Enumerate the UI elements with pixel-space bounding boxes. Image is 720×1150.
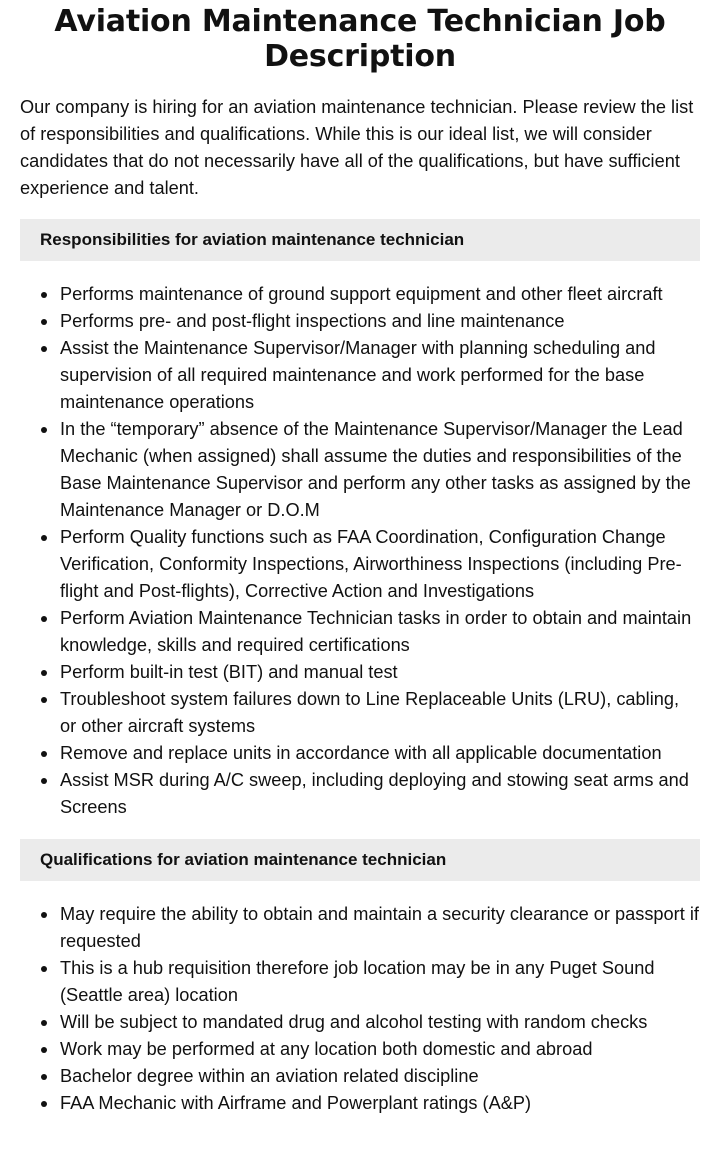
bullet-icon	[41, 292, 47, 298]
list-item	[60, 901, 700, 955]
list-item-text: Remove and replace units in accordance with all applicable documentation	[60, 743, 662, 763]
bullet-icon	[41, 346, 47, 352]
bullet-icon	[41, 1047, 47, 1053]
list-item	[60, 1063, 700, 1090]
bullet-icon	[41, 616, 47, 622]
intro-paragraph: Our company is hiring for an aviation maintenance technician. Please review the list of responsibilities and qualifications. While this is our ideal list, we will consider candidates that do not necessarily have all of the qualifications, but have sufficient experience and talent.	[20, 97, 694, 198]
list-item-text: Work may be performed at any location both domestic and abroad	[60, 1039, 593, 1059]
list-item	[60, 740, 700, 767]
responsibilities-list	[20, 281, 700, 821]
list-item	[60, 335, 700, 416]
list-item	[60, 659, 700, 686]
list-item-text: Assist MSR during A/C sweep, including deploying and stowing seat arms and Screens	[60, 770, 689, 817]
list-item-text: Bachelor degree within an aviation related discipline	[60, 1066, 479, 1086]
bullet-icon	[41, 319, 47, 325]
bullet-icon	[41, 966, 47, 972]
list-item	[60, 605, 700, 659]
list-item	[60, 416, 700, 524]
bullet-icon	[41, 912, 47, 918]
list-item	[60, 955, 700, 1009]
list-item-text: Performs maintenance of ground support equipment and other fleet aircraft	[60, 284, 663, 304]
list-item-text: Performs pre- and post-flight inspections and line maintenance	[60, 311, 565, 331]
bullet-icon	[41, 697, 47, 703]
list-item	[60, 281, 700, 308]
list-item	[60, 308, 700, 335]
list-item	[60, 1090, 700, 1117]
list-item	[60, 1009, 700, 1036]
list-item-text: May require the ability to obtain and maintain a security clearance or passport if requested	[60, 904, 699, 951]
list-item	[60, 767, 700, 821]
bullet-icon	[41, 1074, 47, 1080]
list-item	[60, 1036, 700, 1063]
qualifications-heading: Qualifications for aviation maintenance technician	[20, 839, 700, 881]
bullet-icon	[41, 778, 47, 784]
bullet-icon	[41, 427, 47, 433]
list-item-text: Will be subject to mandated drug and alcohol testing with random checks	[60, 1012, 648, 1032]
list-item-text: This is a hub requisition therefore job location may be in any Puget Sound (Seattle area) location	[60, 958, 655, 1005]
list-item-text: FAA Mechanic with Airframe and Powerplant ratings (A&P)	[60, 1093, 532, 1113]
bullet-icon	[41, 670, 47, 676]
job-description-page	[0, 4, 720, 1117]
list-item-text: Troubleshoot system failures down to Line Replaceable Units (LRU), cabling, or other aircraft systems	[60, 689, 680, 736]
list-item-text: Perform built-in test (BIT) and manual test	[60, 662, 398, 682]
list-item-text: In the “temporary” absence of the Maintenance Supervisor/Manager the Lead Mechanic (when assigned) shall assume the duties and responsibilities of the Base Maintenance Supervisor and perform any other tasks as assigned by the Maintenance Manager or D.O.M	[60, 419, 691, 520]
list-item-text: Perform Quality functions such as FAA Coordination, Configuration Change Verification, Conformity Inspections, Airworthiness Inspections (including Pre-flight and Post-flights), Corrective Action and Investigations	[60, 527, 682, 601]
list-item	[60, 524, 700, 605]
responsibilities-heading: Responsibilities for aviation maintenance technician	[20, 219, 700, 261]
list-item	[60, 686, 700, 740]
bullet-icon	[41, 751, 47, 757]
qualifications-list	[20, 901, 700, 1117]
bullet-icon	[41, 1101, 47, 1107]
page-title: Aviation Maintenance Technician Job Description	[54, 4, 666, 74]
list-item-text: Perform Aviation Maintenance Technician tasks in order to obtain and maintain knowledge, skills and required certifications	[60, 608, 692, 655]
list-item-text: Assist the Maintenance Supervisor/Manager with planning scheduling and supervision of all required maintenance and work performed for the base maintenance operations	[60, 338, 656, 412]
bullet-icon	[41, 1020, 47, 1026]
bullet-icon	[41, 535, 47, 541]
